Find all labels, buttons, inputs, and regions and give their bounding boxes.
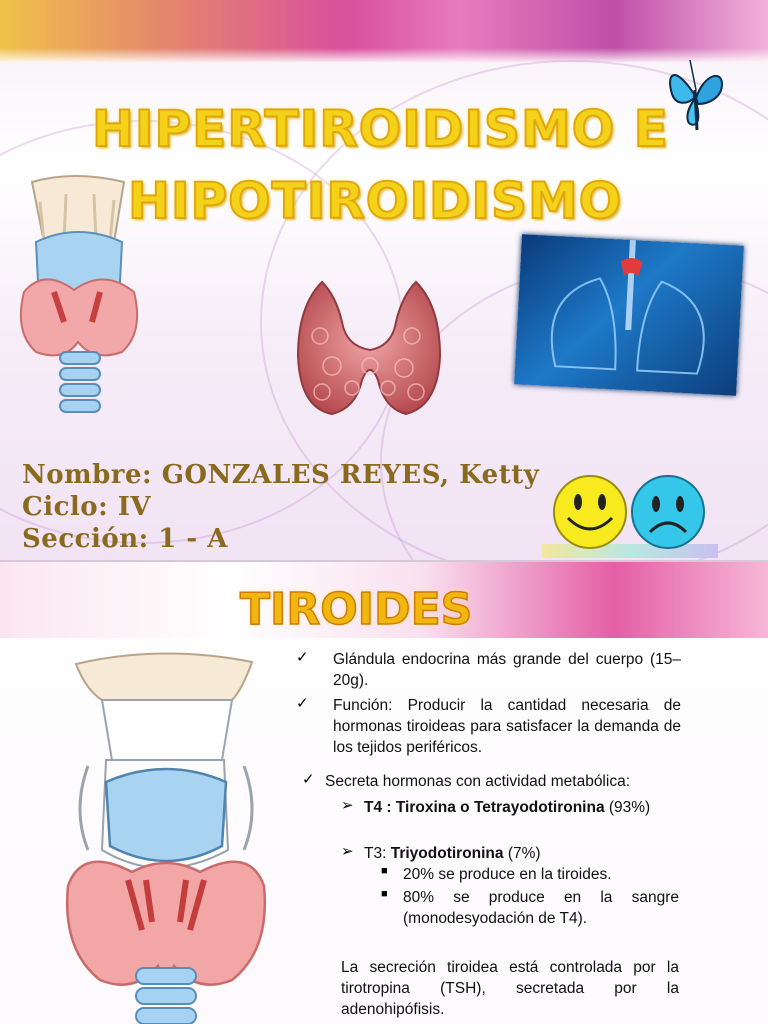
slide-title: TIROIDES bbox=[240, 584, 473, 635]
t4-label: T4 : Tiroxina o Tetrayodotironina bbox=[364, 799, 605, 816]
checkmark-icon: ✓ bbox=[296, 695, 309, 712]
arrow-bullet-icon: ➢ bbox=[341, 797, 354, 814]
t4-item bbox=[364, 797, 650, 818]
square-bullet-icon: ■ bbox=[381, 865, 388, 877]
title-line-2: HIPOTIROIDISMO bbox=[128, 172, 623, 230]
thyroid-trachea-illustration bbox=[14, 172, 144, 418]
title-line-1: HIPERTIROIDISMO E bbox=[92, 100, 669, 158]
t3-sub-tiroides: 20% se produce en la tiroides. bbox=[403, 866, 612, 883]
thyroid-anatomy-illustration bbox=[62, 650, 270, 1024]
happy-sad-faces-icon bbox=[550, 474, 710, 552]
tiroides-slide bbox=[0, 562, 768, 1024]
checkmark-icon: ✓ bbox=[302, 771, 315, 788]
bullet-glandula: Glándula endocrina más grande del cuerpo (15–20g). bbox=[333, 651, 681, 689]
lungs-scan-image bbox=[514, 234, 744, 395]
butterfly-icon bbox=[664, 54, 728, 140]
bullet-funcion: Función: Producir la cantidad necesaria de hormonas tiroideas para satisfacer la demanda de los tejidos periféricos. bbox=[333, 697, 681, 756]
decorative-top-band bbox=[0, 0, 768, 62]
t3-percent: (7%) bbox=[507, 845, 541, 862]
square-bullet-icon: ■ bbox=[381, 888, 388, 900]
thyroid-gland-illustration bbox=[292, 276, 446, 420]
checkmark-icon: ✓ bbox=[296, 649, 309, 666]
closing-paragraph: La secreción tiroidea está controlada por la tirotropina (TSH), secretada por la adenohipófisis. bbox=[341, 959, 679, 1018]
cycle-label: Ciclo: IV bbox=[22, 492, 152, 522]
t3-label: Triyodotironina bbox=[390, 845, 504, 862]
t3-code: T3: bbox=[364, 845, 387, 862]
t4-percent: (93%) bbox=[608, 799, 651, 816]
arrow-bullet-icon: ➢ bbox=[341, 843, 354, 860]
t3-item bbox=[364, 843, 541, 864]
t3-sub-sangre: 80% se produce en la sangre (monodesyodación de T4). bbox=[403, 889, 679, 927]
student-name: Nombre: GONZALES REYES, Ketty bbox=[22, 460, 540, 490]
section-label: Sección: 1 - A bbox=[22, 524, 228, 554]
bullet-secreta: Secreta hormonas con actividad metabólica: bbox=[325, 773, 630, 790]
